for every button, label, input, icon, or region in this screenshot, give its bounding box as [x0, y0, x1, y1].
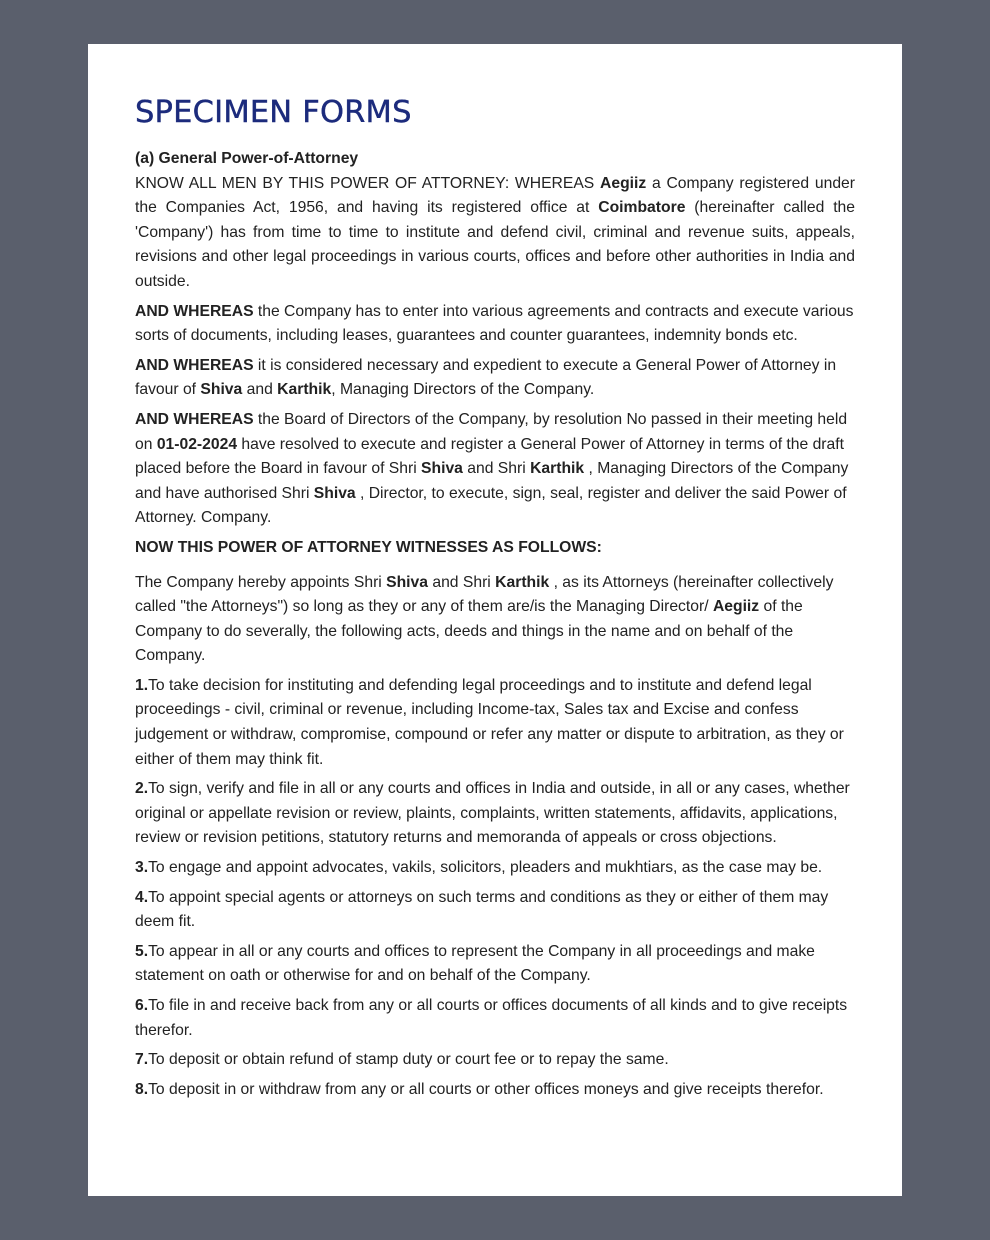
whereas-text: , Managing Directors of the Company and have authorised Shri: [135, 460, 849, 502]
item-number: 1.: [135, 676, 149, 694]
list-item: [135, 674, 855, 772]
attorney-name: Karthik: [277, 381, 332, 399]
whereas-paragraph-1: [135, 300, 855, 349]
company-name: Aegiiz: [712, 598, 760, 616]
item-number: 5.: [135, 942, 149, 960]
appointment-paragraph: [135, 571, 855, 669]
intro-paragraph: [135, 172, 855, 295]
list-item: [135, 856, 855, 881]
company-name: Aegiiz: [600, 174, 647, 192]
page-title: SPECIMEN FORMS: [135, 95, 412, 130]
whereas-paragraph-3: [135, 408, 855, 531]
whereas-paragraph-2: [135, 354, 855, 403]
document-page: [88, 44, 902, 1196]
resolution-date: 01-02-2024: [156, 435, 238, 453]
item-number: 7.: [135, 1051, 149, 1069]
whereas-text: it is considered necessary and expedient to execute a General Power of Attorney in favour of: [135, 356, 837, 399]
list-item: [135, 994, 855, 1043]
item-text: To engage and appoint advocates, vakils, solicitors, pleaders and mukhtiars, as the case may be.: [148, 859, 823, 877]
whereas-text: the Company has to enter into various agreements and contracts and execute various sorts of documents, including leases, guarantees and counter guarantees, indemnity bonds etc.: [135, 302, 854, 345]
item-text: To file in and receive back from any or all courts or offices documents of all kinds and to give receipts therefor.: [135, 997, 848, 1039]
appoint-text: , as its Attorneys (hereinafter collectively called "the Attorneys") so long as they or any of them are/is the Managing Director/: [135, 573, 834, 616]
form-subtitle: (a) General Power-of-Attorney: [135, 150, 359, 167]
list-item: [135, 1078, 855, 1103]
intro-text: a Company registered under the Companies Act, 1956, and having its registered office at: [135, 174, 855, 217]
item-number: 3.: [135, 859, 149, 877]
item-number: 2.: [135, 780, 149, 798]
item-text: To appear in all or any courts and offices to represent the Company in all proceedings and make statement on oath or otherwise for and on behalf of the Company.: [135, 942, 815, 985]
list-item: [135, 777, 855, 851]
document-body: [135, 147, 855, 1102]
registered-city: Coimbatore: [598, 199, 686, 217]
whereas-label: AND WHEREAS: [135, 356, 254, 374]
whereas-text: have resolved to execute and register a General Power of Attorney in terms of the draft placed before the Board in favour of Shri: [135, 435, 844, 478]
whereas-label: AND WHEREAS: [135, 410, 254, 428]
appoint-text: of the Company to do severally, the following acts, deeds and things in the name and on behalf of the Company.: [135, 598, 803, 665]
item-number: 6.: [135, 997, 149, 1014]
item-text: To deposit or obtain refund of stamp duty or court fee or to repay the same.: [148, 1051, 669, 1069]
intro-text: (hereinafter called the 'Company') has from time to time to institute and defend civil, criminal and revenue suits, appeals, revisions and other legal proceedings in various courts, offices and before other authorities in India and outside.: [135, 199, 855, 290]
whereas-label: AND WHEREAS: [135, 302, 254, 320]
attorney-name: Shiva: [386, 573, 428, 591]
list-item: [135, 886, 855, 935]
item-text: To appoint special agents or attorneys on such terms and conditions as they or either of them may deem fit.: [135, 888, 829, 931]
attorney-name: Shiva: [200, 381, 243, 399]
list-item: [135, 940, 855, 989]
intro-text: KNOW ALL MEN BY THIS POWER OF ATTORNEY: WHEREAS: [135, 174, 601, 192]
attorney-name: Shiva: [421, 460, 463, 478]
item-text: To take decision for instituting and defending legal proceedings and to institute and defend legal proceedings - civil, criminal or revenue, including Income-tax, Sales tax and Excise and confess judgement or withdraw, compromise, compound or refer any matter or dispute to arbitration, as they or either of them may think fit.: [135, 676, 844, 768]
list-item: [135, 1048, 855, 1073]
item-number: 4.: [135, 888, 149, 906]
whereas-text: and: [242, 381, 278, 399]
attorney-name: Karthik: [530, 460, 585, 478]
appoint-text: and Shri: [428, 573, 496, 591]
whereas-text: , Director, to execute, sign, seal, register and deliver the said Power of Attorney. Company.: [135, 484, 847, 527]
appoint-text: The Company hereby appoints Shri: [135, 573, 387, 591]
attorney-name: Shiva: [313, 484, 356, 502]
item-text: To deposit in or withdraw from any or all courts or other offices moneys and give receipts therefor.: [148, 1080, 824, 1098]
whereas-text: , Managing Directors of the Company.: [331, 381, 595, 399]
attorney-name: Karthik: [495, 573, 550, 591]
whereas-text: and Shri: [462, 460, 531, 478]
item-text: To sign, verify and file in all or any courts and offices in India and outside, in all or any cases, whether original or appellate revision or review, plaints, complaints, written statements, affidavits, applications, review or revision petitions, statutory returns and memoranda of appeals or cross objections.: [135, 780, 850, 847]
witnesses-heading: NOW THIS POWER OF ATTORNEY WITNESSES AS FOLLOWS:: [135, 538, 602, 556]
whereas-text: the Board of Directors of the Company, by resolution No passed in their meeting held on: [135, 410, 848, 453]
item-number: 8.: [135, 1080, 149, 1098]
